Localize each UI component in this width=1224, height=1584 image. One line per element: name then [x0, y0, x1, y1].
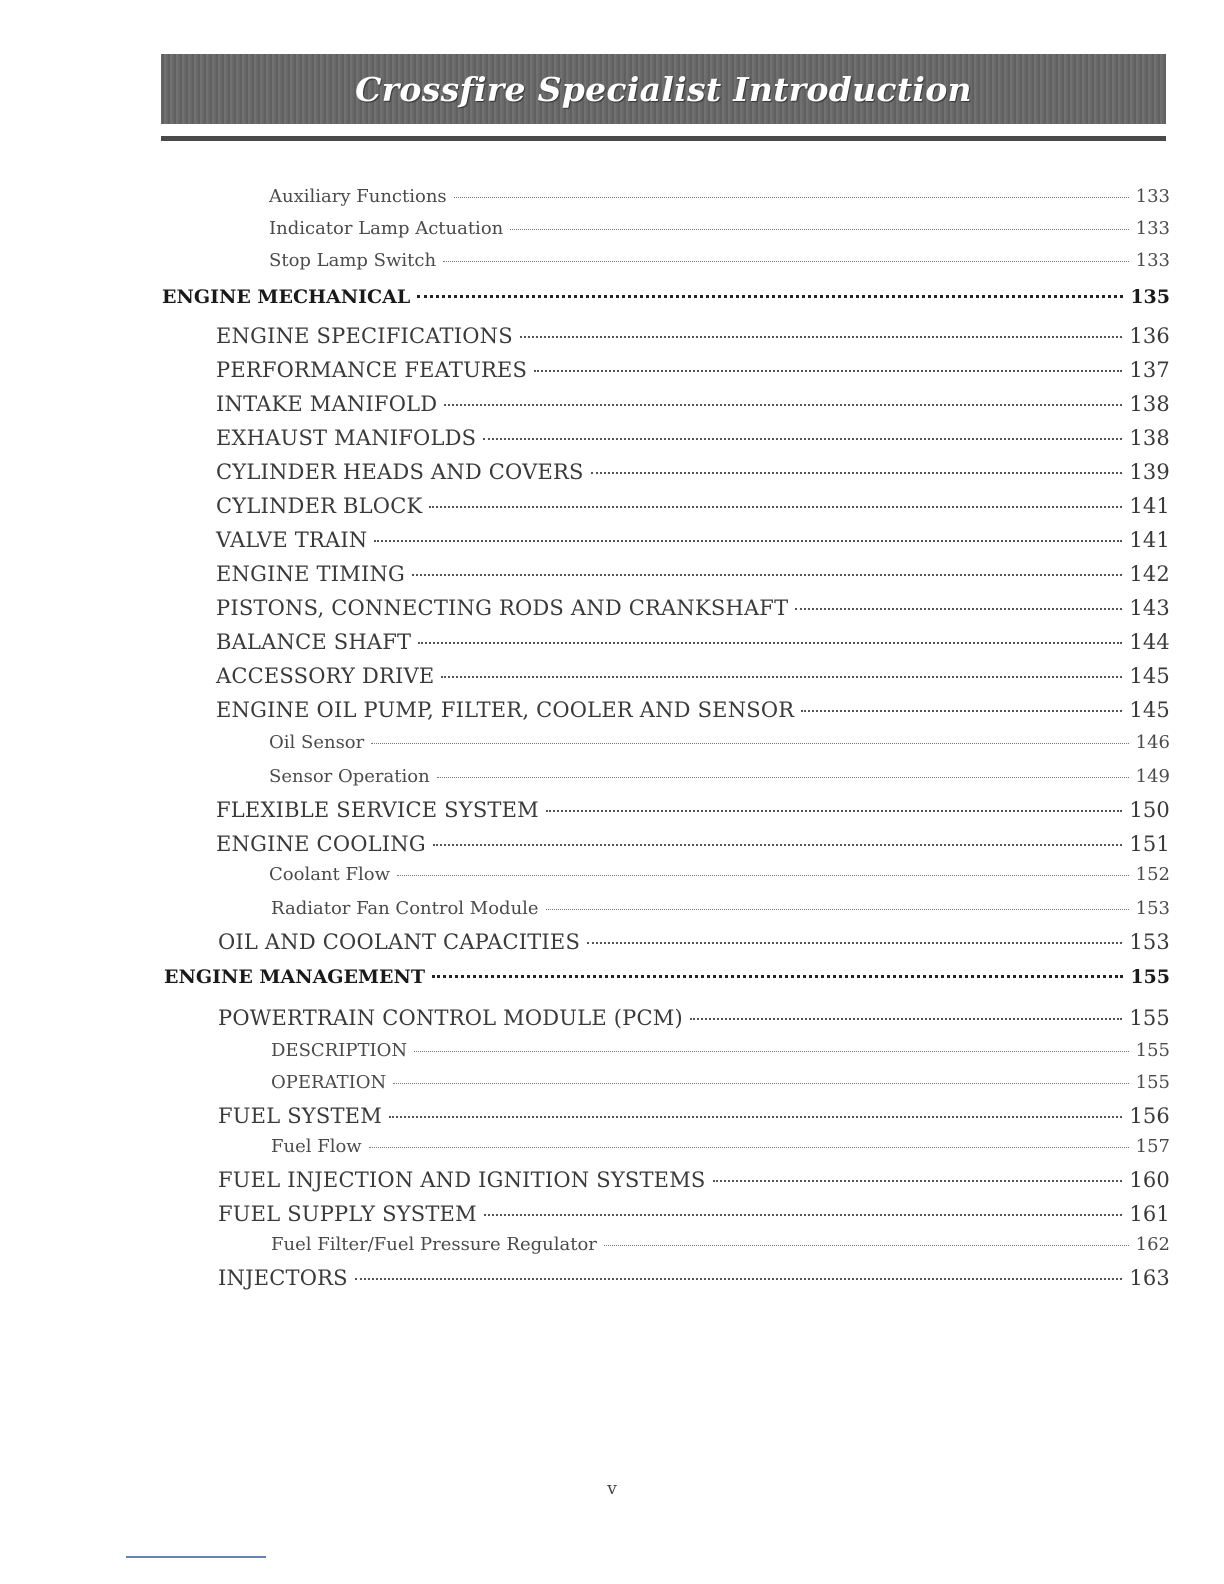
toc-subentry — [271, 898, 1170, 919]
toc-entry-page: 160 — [1129, 1168, 1170, 1192]
toc-entry-label: OIL AND COOLANT CAPACITIES — [218, 930, 581, 954]
toc-entry-label: ACCESSORY DRIVE — [216, 664, 435, 688]
toc-entry-label: Auxiliary Functions — [269, 186, 447, 207]
dot-leader — [397, 875, 1129, 876]
toc-entry-page: 133 — [1135, 218, 1170, 239]
dot-leader — [454, 197, 1129, 198]
dot-leader — [713, 1180, 1123, 1182]
toc-entry-page: 155 — [1130, 966, 1170, 988]
toc-entry-label: Fuel Filter/Fuel Pressure Regulator — [271, 1234, 597, 1255]
toc-entry-page: 156 — [1129, 1104, 1170, 1128]
toc-entry-label: ENGINE MANAGEMENT — [164, 966, 426, 988]
toc-entry-page: 150 — [1129, 798, 1170, 822]
toc-entry-page: 152 — [1135, 864, 1170, 885]
toc-entry-page: 139 — [1129, 460, 1170, 484]
toc-entry — [218, 1104, 1170, 1128]
toc-entry-label: INTAKE MANIFOLD — [216, 392, 438, 416]
toc-entry-label: ENGINE OIL PUMP, FILTER, COOLER AND SENSOR — [216, 698, 795, 722]
page-number: v — [607, 1479, 617, 1499]
toc-entry-label: Sensor Operation — [269, 766, 430, 787]
toc-entry-label: INJECTORS — [218, 1266, 348, 1290]
toc-entry — [218, 1006, 1170, 1030]
dot-leader — [374, 540, 1122, 542]
dot-leader — [444, 404, 1122, 406]
toc-entry-page: 155 — [1135, 1072, 1170, 1093]
dot-leader — [534, 370, 1122, 372]
toc-entry-label: Stop Lamp Switch — [269, 250, 437, 271]
dot-leader — [433, 844, 1122, 846]
toc-entry-page: 162 — [1135, 1234, 1170, 1255]
dot-leader — [418, 642, 1122, 644]
dot-leader — [587, 942, 1122, 944]
dot-leader — [604, 1245, 1129, 1246]
toc-entry — [216, 698, 1170, 722]
toc-entry — [216, 460, 1170, 484]
toc-entry-label: Indicator Lamp Actuation — [269, 218, 504, 239]
dot-leader — [443, 261, 1129, 262]
toc-entry — [216, 358, 1170, 382]
toc-entry-page: 142 — [1129, 562, 1170, 586]
toc-entry-page: 138 — [1129, 426, 1170, 450]
toc-entry-page: 141 — [1129, 528, 1170, 552]
toc-entry-page: 151 — [1129, 832, 1170, 856]
toc-entry-label: ENGINE TIMING — [216, 562, 406, 586]
toc-subentry — [269, 186, 1170, 207]
toc-entry-label: FLEXIBLE SERVICE SYSTEM — [216, 798, 539, 822]
toc-entry — [216, 798, 1170, 822]
dot-leader — [484, 1214, 1123, 1216]
toc-entry-page: 155 — [1129, 1006, 1170, 1030]
page-title: Crossfire Specialist Introduction — [355, 69, 972, 109]
toc-entry-page: 155 — [1135, 1040, 1170, 1061]
toc-entry-page: 149 — [1135, 766, 1170, 787]
toc-entry — [216, 664, 1170, 688]
toc-entry — [216, 426, 1170, 450]
toc-entry — [216, 392, 1170, 416]
toc-entry-page: 146 — [1135, 732, 1170, 753]
toc-entry-label: CYLINDER HEADS AND COVERS — [216, 460, 584, 484]
toc-entry — [216, 596, 1170, 620]
toc-entry-label: DESCRIPTION — [271, 1040, 408, 1061]
toc-entry-page: 141 — [1129, 494, 1170, 518]
dot-leader — [389, 1116, 1122, 1118]
toc-entry-label: VALVE TRAIN — [216, 528, 368, 552]
toc-entry — [216, 630, 1170, 654]
toc-section-entry — [162, 286, 1170, 308]
toc-entry-page: 163 — [1129, 1266, 1170, 1290]
dot-leader — [371, 743, 1128, 744]
dot-leader — [432, 975, 1123, 978]
dot-leader — [690, 1018, 1122, 1020]
footer-divider — [126, 1556, 266, 1558]
toc-entry-label: PERFORMANCE FEATURES — [216, 358, 528, 382]
dot-leader — [795, 608, 1122, 610]
dot-leader — [483, 438, 1122, 440]
toc-section-entry — [164, 966, 1170, 988]
toc-entry-label: PISTONS, CONNECTING RODS AND CRANKSHAFT — [216, 596, 789, 620]
dot-leader — [429, 506, 1122, 508]
dot-leader — [414, 1051, 1129, 1052]
toc-entry — [218, 930, 1170, 954]
toc-entry — [218, 1202, 1170, 1226]
dot-leader — [546, 810, 1122, 812]
toc-entry-page: 136 — [1129, 324, 1170, 348]
toc-entry-label: ENGINE COOLING — [216, 832, 426, 856]
toc-entry-label: OPERATION — [271, 1072, 387, 1093]
toc-entry-label: ENGINE MECHANICAL — [162, 286, 411, 308]
toc-entry — [218, 1266, 1170, 1290]
toc-entry-page: 143 — [1129, 596, 1170, 620]
dot-leader — [355, 1278, 1123, 1280]
toc-subentry — [269, 766, 1170, 787]
toc-subentry — [271, 1072, 1170, 1093]
dot-leader — [591, 472, 1123, 474]
toc-subentry — [271, 1136, 1170, 1157]
toc-entry-label: ENGINE SPECIFICATIONS — [216, 324, 513, 348]
toc-entry — [216, 324, 1170, 348]
toc-entry-label: Coolant Flow — [269, 864, 390, 885]
toc-entry-page: 145 — [1129, 664, 1170, 688]
toc-entry-label: FUEL INJECTION AND IGNITION SYSTEMS — [218, 1168, 706, 1192]
toc-entry-page: 157 — [1135, 1136, 1170, 1157]
toc-entry-page: 138 — [1129, 392, 1170, 416]
dot-leader — [393, 1083, 1128, 1084]
toc-entry-label: POWERTRAIN CONTROL MODULE (PCM) — [218, 1006, 683, 1030]
dot-leader — [520, 336, 1123, 338]
toc-entry — [218, 1168, 1170, 1192]
dot-leader — [546, 909, 1129, 910]
toc-subentry — [269, 864, 1170, 885]
toc-entry — [216, 832, 1170, 856]
toc-entry-page: 145 — [1129, 698, 1170, 722]
toc-entry-label: CYLINDER BLOCK — [216, 494, 423, 518]
toc-subentry — [269, 732, 1170, 753]
toc-entry — [216, 494, 1170, 518]
dot-leader — [369, 1147, 1129, 1148]
toc-entry — [216, 562, 1170, 586]
toc-entry — [216, 528, 1170, 552]
toc-subentry — [271, 1040, 1170, 1061]
toc-entry-label: FUEL SYSTEM — [218, 1104, 382, 1128]
toc-entry-page: 133 — [1135, 186, 1170, 207]
toc-entry-label: Radiator Fan Control Module — [271, 898, 539, 919]
toc-entry-page: 135 — [1130, 286, 1170, 308]
toc-entry-label: BALANCE SHAFT — [216, 630, 412, 654]
toc-entry-page: 133 — [1135, 250, 1170, 271]
toc-entry-page: 161 — [1129, 1202, 1170, 1226]
toc-subentry — [271, 1234, 1170, 1255]
dot-leader — [510, 229, 1128, 230]
toc-entry-label: Fuel Flow — [271, 1136, 362, 1157]
dot-leader — [441, 676, 1122, 678]
dot-leader — [801, 710, 1122, 712]
toc-entry-page: 153 — [1129, 930, 1170, 954]
toc-entry-page: 153 — [1135, 898, 1170, 919]
toc-entry-page: 137 — [1129, 358, 1170, 382]
toc-entry-label: FUEL SUPPLY SYSTEM — [218, 1202, 477, 1226]
toc-entry-label: Oil Sensor — [269, 732, 365, 753]
dot-leader — [412, 574, 1122, 576]
toc-entry-page: 144 — [1129, 630, 1170, 654]
dot-leader — [437, 777, 1129, 778]
toc-entry-label: EXHAUST MANIFOLDS — [216, 426, 477, 450]
toc-subentry — [269, 218, 1170, 239]
toc-subentry — [269, 250, 1170, 271]
dot-leader — [417, 295, 1123, 298]
